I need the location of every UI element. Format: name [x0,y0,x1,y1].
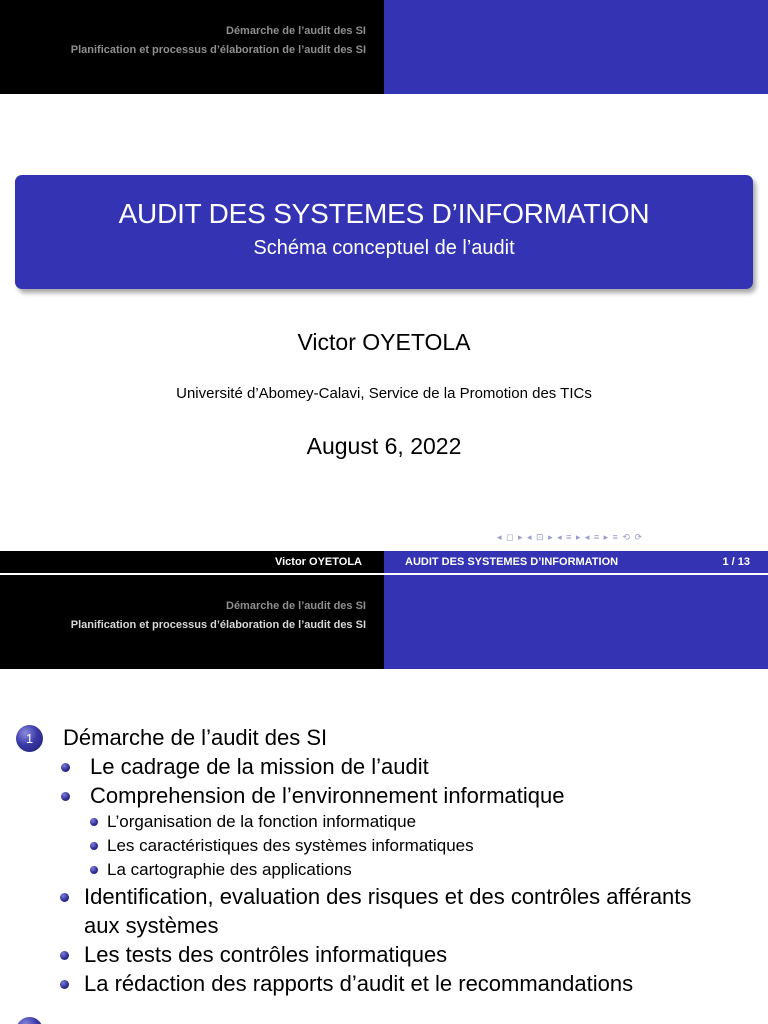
section-number-ball: 1 [16,725,43,752]
list-item: La rédaction des rapports d’audit et le recommandations [0,969,768,998]
header-section-title[interactable]: Démarche de l’audit des SI [226,600,366,612]
bullet-icon [90,866,98,874]
footer-title: AUDIT DES SYSTEMES D’INFORMATION [405,556,619,568]
slide2-header [0,575,768,669]
section-label: Démarche de l’audit des SI [63,725,328,750]
title-box [15,175,753,289]
slide-footer [0,551,768,573]
header-subsection-title[interactable]: Planification et processus d’élaboration de l’audit des SI [70,619,366,631]
sub-list-item: L’organisation de la fonction informatique [0,810,768,834]
list-item: Le cadrage de la mission de l’audit [0,752,768,781]
author-name: Victor OYETOLA [297,329,471,355]
footer-right [384,551,768,573]
footer-page-number: 1 / 13 [722,556,750,568]
sub-list-item: La cartographie des applications [0,858,768,882]
list-item: Comprehension de l’environnement informatique [0,781,768,810]
bullet-icon [60,893,69,902]
sub-list-item: Les caractéristiques des systèmes informatiques [0,834,768,858]
bullet-icon [61,792,70,801]
bullet-icon [60,951,69,960]
slide1-header-left [0,0,384,94]
list-item: Les tests des contrôles informatiques [0,940,768,969]
list-item-continuation: aux systèmes [84,913,219,938]
bullet-icon [61,763,70,772]
header-subsection-title[interactable]: Planification et processus d’élaboration de l’audit des SI [70,44,366,56]
bullet-icon [90,842,98,850]
bullet-icon [90,818,98,826]
header-section-title[interactable]: Démarche de l’audit des SI [226,25,366,37]
slide2-header-left [0,575,384,669]
slide1-header-right [384,0,768,94]
outline [0,722,768,998]
section-number-ball [16,1017,43,1024]
bullet-icon [60,980,69,989]
navigation-symbols[interactable]: ◂ ◻ ▸ ◂ ⊡ ▸ ◂ ≡ ▸ ◂ ≡ ▸ ≡ ⟲ ⟳ [497,532,643,542]
institute-name: Université d’Abomey-Calavi, Service de la Promotion des TICs [176,385,592,402]
footer-author: Victor OYETOLA [0,551,384,573]
presentation-title: AUDIT DES SYSTEMES D’INFORMATION [118,198,650,229]
presentation-subtitle: Schéma conceptuel de l’audit [253,237,515,259]
outline-section-1 [0,722,768,752]
list-item: Identification, evaluation des risques et des contrôles afférants [0,882,768,911]
slide2-header-right [384,575,768,669]
presentation-date: August 6, 2022 [306,433,462,459]
slide1-header [0,0,768,94]
